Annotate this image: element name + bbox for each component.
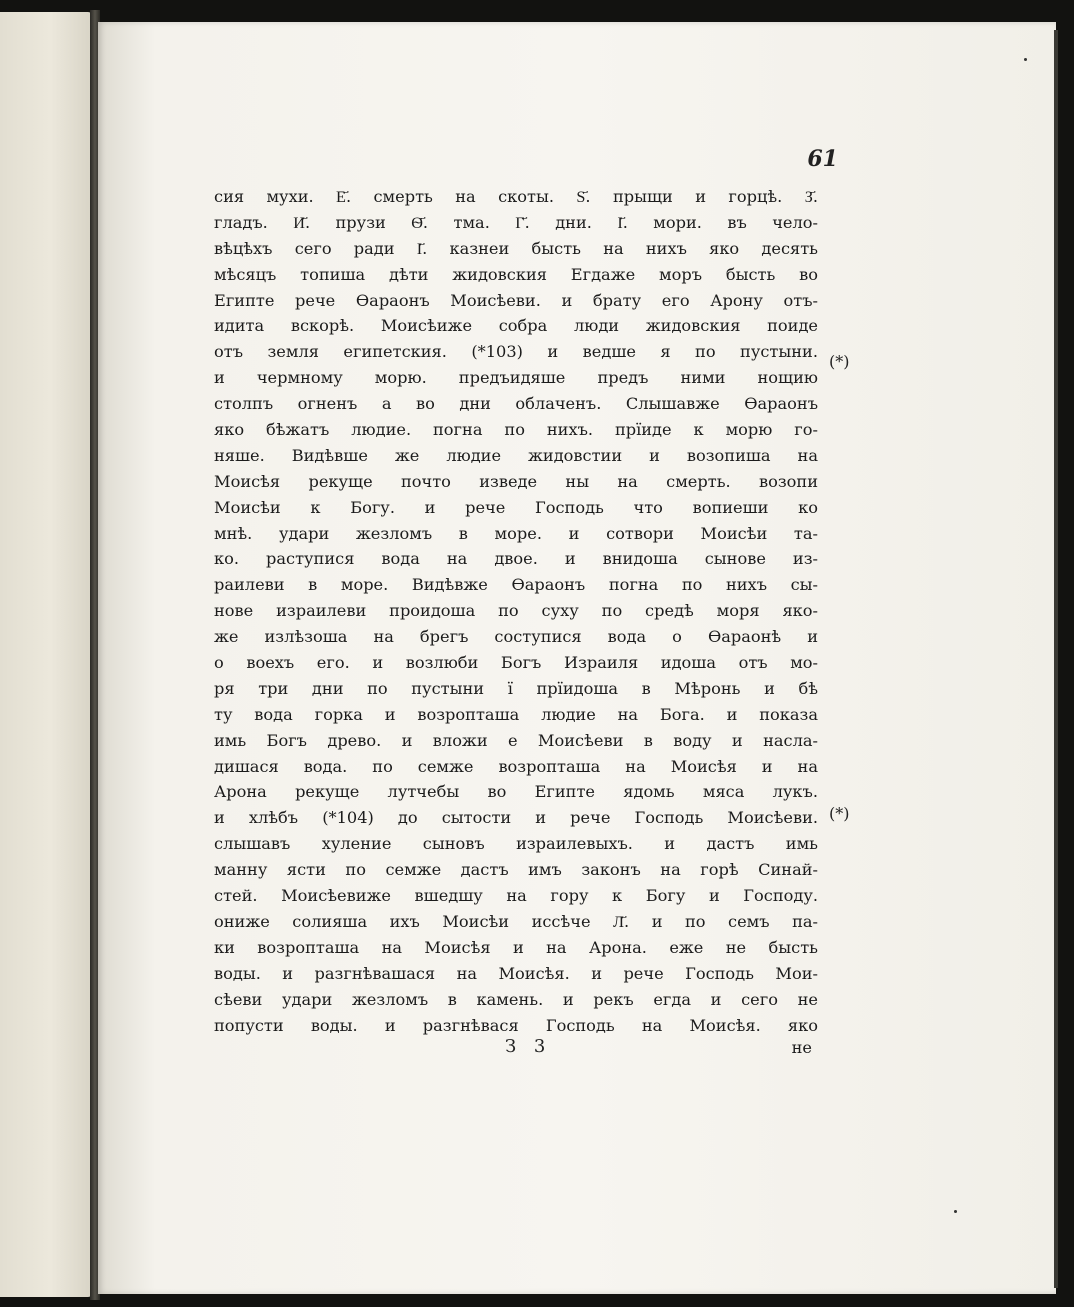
text-line: мнѣ. удари жезломъ в море. и сотвори Моисѣи та- bbox=[214, 523, 818, 543]
text-line: манну ясти по семже дастъ имъ законъ на горѣ Синай- bbox=[214, 860, 818, 880]
marginal-note-104: (*) bbox=[829, 804, 850, 823]
marginal-note-103: (*) bbox=[829, 352, 850, 371]
page-number: 61 bbox=[807, 146, 838, 172]
page-shadow-edge bbox=[1054, 30, 1058, 1288]
text-line: отъ земля египетския. (*103) и ведше я по пустыни. bbox=[214, 342, 818, 362]
catchword: не bbox=[791, 1038, 812, 1057]
text-line: ониже солияша ихъ Моисѣи иссѣче Л҃. и по семъ па- bbox=[214, 911, 818, 931]
text-line: Моисѣя рекуще почто изведе ны на смерть. возопи bbox=[214, 471, 818, 491]
text-line: о воехъ его. и возлюби Богъ Израиля идоша отъ мо- bbox=[214, 653, 818, 673]
paper-speck bbox=[1024, 58, 1027, 61]
text-line: и чермному морю. предъидяше предъ ними нощию bbox=[214, 368, 818, 388]
text-line: мѣсяцъ топиша дѣти жидовския Егдаже моръ бысть во bbox=[214, 264, 818, 284]
signature-mark: З 3 bbox=[505, 1036, 552, 1057]
text-line: ко. раступися вода на двое. и внидоша сынове из- bbox=[214, 549, 818, 569]
text-line: ки возропташа на Моисѣя и на Арона. еже не бысть bbox=[214, 937, 818, 957]
text-line: ря три дни по пустыни ї прїидоша в Мѣронь и бѣ bbox=[214, 678, 818, 698]
text-line: няше. Видѣвше же людие жидовстии и возопиша на bbox=[214, 445, 818, 465]
text-line: имь Богъ древо. и вложи е Моисѣеви в воду и насла- bbox=[214, 730, 818, 750]
text-line: раилеви в море. Видѣвже Ѳараонъ погна по нихъ сы- bbox=[214, 575, 818, 595]
text-line: идита вскорѣ. Моисѣиже собра люди жидовския поиде bbox=[214, 316, 818, 336]
text-line: слышавъ хуление сыновъ израилевыхъ. и дастъ имь bbox=[214, 834, 818, 854]
text-line: Арона рекуще лутчебы во Египте ядомь мяса лукъ. bbox=[214, 782, 818, 802]
text-line: и хлѣбъ (*104) до сытости и рече Господь Моисѣеви. bbox=[214, 808, 818, 828]
text-line: яко бѣжатъ людие. погна по нихъ. прїиде к морю го- bbox=[214, 420, 818, 440]
text-line: ту вода горка и возропташа людие на Бога. и показа bbox=[214, 704, 818, 724]
text-line: попусти воды. и разгнѣвася Господь на Моисѣя. яко bbox=[214, 1015, 818, 1035]
main-text-block bbox=[214, 184, 818, 1038]
text-line: Египте рече Ѳараонъ Моисѣеви. и брату его Арону отъ- bbox=[214, 290, 818, 310]
text-line: нове израилеви проидоша по суху по средѣ моря яко- bbox=[214, 601, 818, 621]
text-line: гладъ. И҃. прузи Ѳ҃. тма. Г҃. дни. І҃. мори. въ чело- bbox=[214, 212, 818, 232]
text-line: вѣцѣхъ сего ради І҃. казнеи бысть на нихъ яко десять bbox=[214, 238, 818, 258]
text-line: дишася вода. по семже возропташа на Моисѣя и на bbox=[214, 756, 818, 776]
text-line: сѣеви удари жезломъ в камень. и рекъ егда и сего не bbox=[214, 989, 818, 1009]
left-page-edge bbox=[0, 12, 92, 1297]
text-line: Моисѣи к Богу. и рече Господь что вопиеши ко bbox=[214, 497, 818, 517]
text-line: стей. Моисѣевиже вшедшу на гору к Богу и Господу. bbox=[214, 886, 818, 906]
text-line: столпъ огненъ а во дни облаченъ. Слышавже Ѳараонъ bbox=[214, 394, 818, 414]
paper-speck bbox=[954, 1210, 957, 1213]
text-line: воды. и разгнѣвашася на Моисѣя. и рече Господь Мои- bbox=[214, 963, 818, 983]
text-line: же излѣзоша на брегъ соступися вода о Ѳараонѣ и bbox=[214, 627, 818, 647]
text-line: сия мухи. Е҃. смерть на скоты. Ѕ҃. прыщи и горцѣ. З҃. bbox=[214, 187, 818, 206]
